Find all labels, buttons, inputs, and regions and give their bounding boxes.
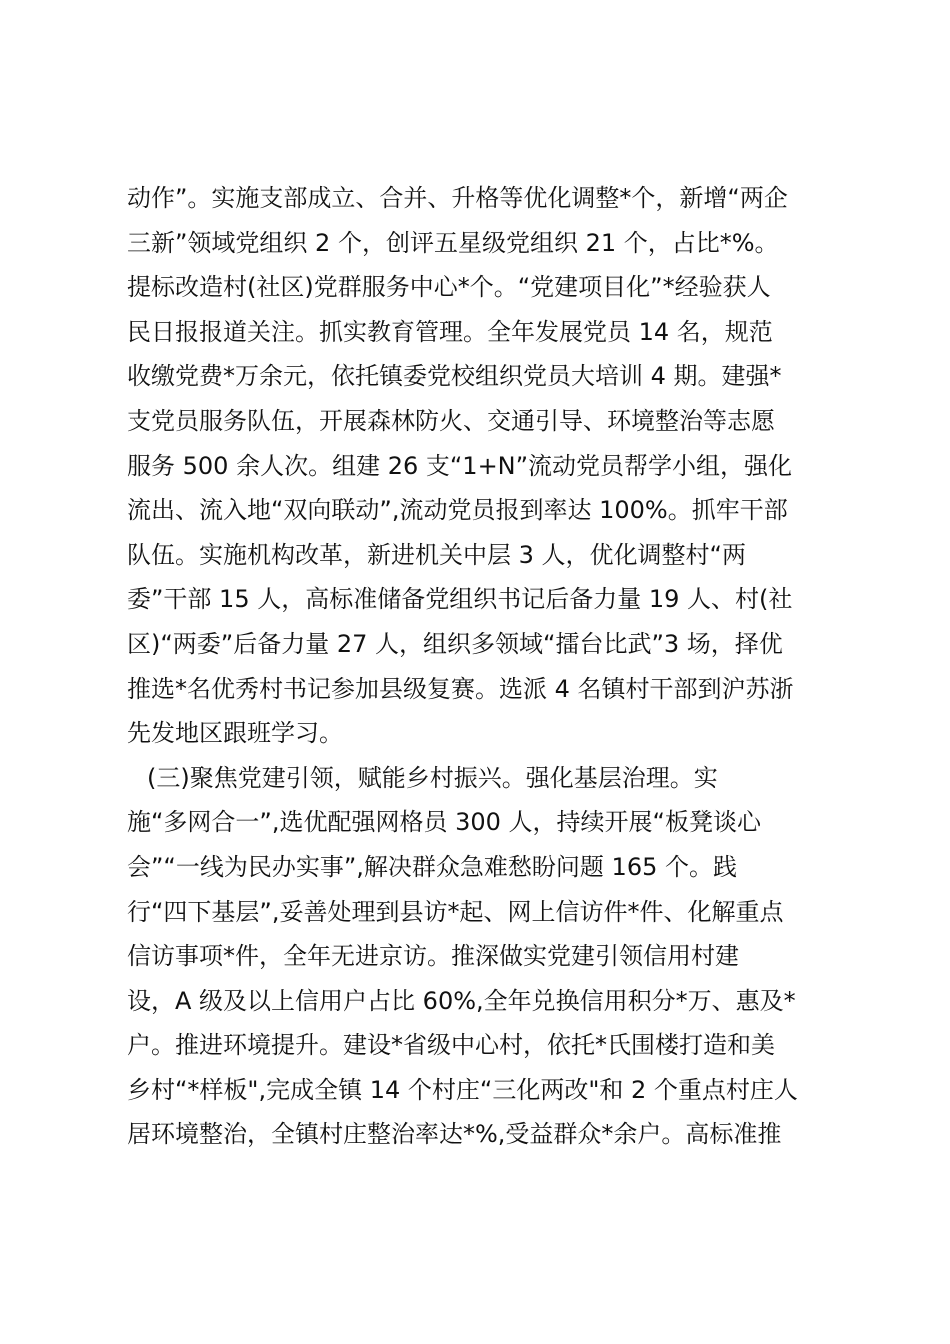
text-line: 户。推进环境提升。建设*省级中心村，依托*氏围楼打造和美 xyxy=(127,1031,775,1060)
body-text xyxy=(127,176,847,1157)
text-line: 先发地区跟班学习。 xyxy=(127,719,343,748)
text-line: 行“四下基层”,妥善处理到县访*起、网上信访件*件、化解重点 xyxy=(127,897,784,926)
text-line: 动作”。实施支部成立、合并、升格等优化调整*个，新增“两企 xyxy=(127,184,788,212)
section-heading-line: (三)聚焦党建引领，赋能乡村振兴。强化基层治理。实 xyxy=(147,763,718,792)
text-line: 收缴党费*万余元，依托镇委党校组织党员大培训 4 期。建强* xyxy=(127,362,782,391)
text-line: 乡村“*样板",完成全镇 14 个村庄“三化两改"和 2 个重点村庄人 xyxy=(127,1075,798,1104)
text-line: 民日报报道关注。抓实教育管理。全年发展党员 14 名，规范 xyxy=(127,317,773,346)
text-line: 居环境整治，全镇村庄整治率达*%,受益群众*余户。高标准推 xyxy=(127,1120,782,1149)
text-line: 推选*名优秀村书记参加县级复赛。选派 4 名镇村干部到沪苏浙 xyxy=(127,674,794,703)
text-line: 区)“两委”后备力量 27 人，组织多领域“擂台比武”3 场，择优 xyxy=(127,629,783,658)
text-line: 设，A 级及以上信用户占比 60%,全年兑换信用积分*万、惠及* xyxy=(127,986,796,1015)
text-line: 三新”领域党组织 2 个，创评五星级党组织 21 个，占比*%。 xyxy=(127,228,779,257)
text-line: 提标改造村(社区)党群服务中心*个。“党建项目化”*经验获人 xyxy=(127,273,771,302)
text-line: 信访事项*件，全年无进京访。推深做实党建引领信用村建 xyxy=(127,942,739,971)
text-line: 会”“一线为民办实事”,解决群众急难愁盼问题 165 个。践 xyxy=(127,852,737,881)
text-line: 服务 500 余人次。组建 26 支“1+N”流动党员帮学小组，强化 xyxy=(127,451,793,480)
text-line: 委”干部 15 人，高标准储备党组织书记后备力量 19 人、村(社 xyxy=(127,585,793,614)
text-line: 施“多网合一”,选优配强网格员 300 人，持续开展“板凳谈心 xyxy=(127,808,761,837)
text-line: 支党员服务队伍，开展森林防火、交通引导、环境整治等志愿 xyxy=(127,406,775,435)
text-line: 队伍。实施机构改革，新进机关中层 3 人，优化调整村“两 xyxy=(127,540,746,569)
text-line: 流出、流入地“双向联动”,流动党员报到率达 100%。抓牢干部 xyxy=(127,496,788,525)
